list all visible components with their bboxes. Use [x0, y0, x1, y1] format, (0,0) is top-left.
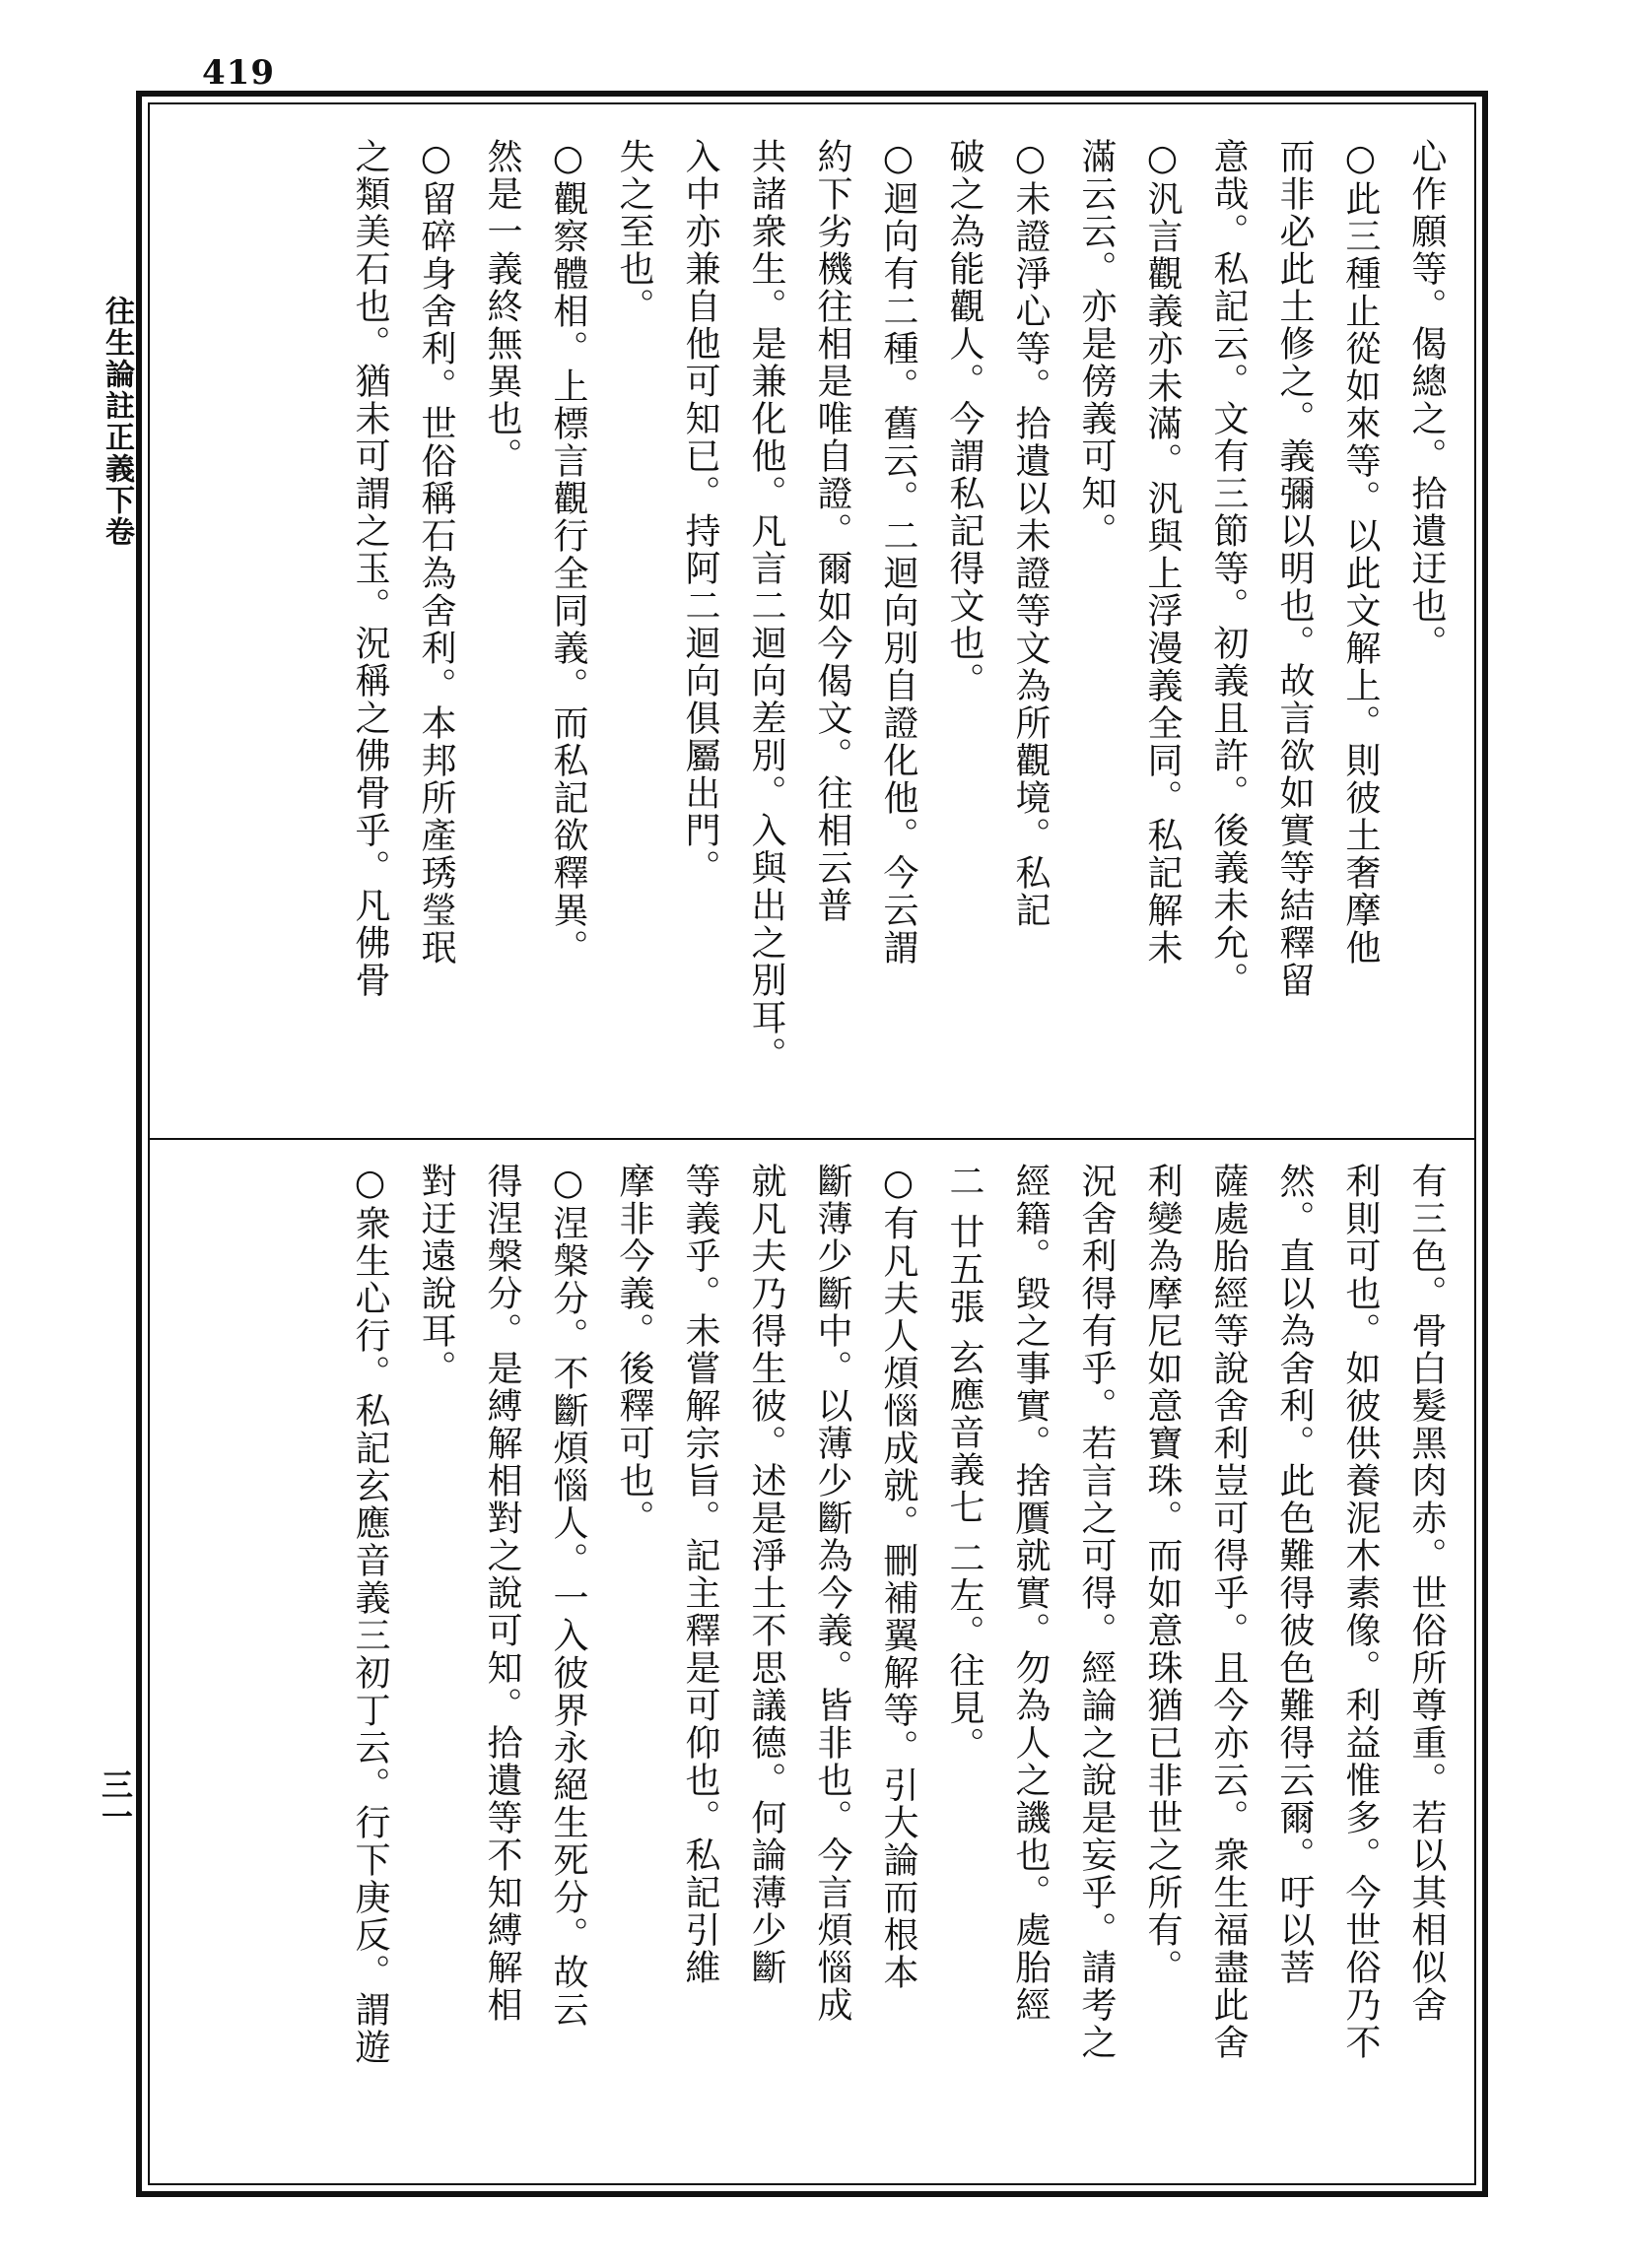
text-column: 有三色。骨白髮黑肉赤。世俗所尊重。若以其相似舍: [1406, 1163, 1447, 2024]
text-column: 而非必此土修之。義彌以明也。故言欲如實等結釋留: [1274, 138, 1315, 999]
text-column: ○涅槃分。不斷煩惱人。一入彼界永絕生死分。故云: [548, 1163, 588, 2029]
upper-text-block: [337, 138, 1459, 1123]
text-column: 入中亦兼自他可知已。持阿二迴向俱屬出門。: [680, 138, 720, 887]
text-column: 然。直以為舍利。此色難得彼色難得云爾。吁以菩: [1274, 1163, 1315, 1986]
text-column: 心作願等。偈總之。拾遺迂也。: [1406, 138, 1447, 662]
running-head: 往生論註正義下卷: [100, 296, 134, 548]
text-column: 就凡夫乃得生彼。述是淨土不思議德。何論薄少斷: [746, 1163, 786, 1986]
text-column: 失之至也。: [614, 138, 654, 325]
text-column: ○未證淨心等。拾遺以未證等文為所觀境。私記: [1010, 138, 1051, 929]
text-column: 破之為能觀人。今謂私記得文也。: [944, 138, 984, 700]
lower-text-block: [337, 1163, 1459, 2168]
text-column: 經籍。毀之事實。捨贋就實。勿為人之譏也。處胎經: [1010, 1163, 1051, 2024]
text-column: 意哉。私記云。文有三節等。初義且許。後義未允。: [1208, 138, 1249, 999]
text-column: 薩處胎經等說舍利豈可得乎。且今亦云。衆生福盡此舍: [1208, 1163, 1249, 2061]
text-column: 利則可也。如彼供養泥木素像。利益惟多。今世俗乃不: [1340, 1163, 1381, 2061]
text-column: ○此三種止從如來等。以此文解上。則彼土奢摩他: [1340, 138, 1381, 967]
text-column: ○汎言觀義亦未滿。汎與上浮漫義全同。私記解未: [1142, 138, 1183, 967]
text-column: 摩非今義。後釋可也。: [614, 1163, 654, 1537]
text-column: 滿云云。亦是傍義可知。: [1076, 138, 1117, 550]
text-column: 等義乎。未嘗解宗旨。記主釋是可仰也。私記引維: [680, 1163, 720, 1986]
text-column: 得涅槃分。是縛解相對之說可知。拾遺等不知縛解相: [482, 1163, 522, 2024]
page-number: 419: [202, 53, 275, 93]
text-column: 斷薄少斷中。以薄少斷為今義。皆非也。今言煩惱成: [812, 1163, 852, 2024]
text-column: ○留碎身舍利。世俗稱石為舍利。本邦所產琇瑩珉: [416, 138, 456, 967]
text-column: 共諸衆生。是兼化他。凡言二迴向差別。入與出之別耳。: [746, 138, 786, 1074]
text-column: 之類美石也。猶未可謂之玉。況稱之佛骨乎。凡佛骨: [350, 138, 390, 999]
section-divider: [148, 1138, 1476, 1140]
folio-number: 三一: [97, 1768, 134, 1832]
text-column: 二 廿五張 玄應音義七 二左。往見。: [944, 1163, 984, 1765]
text-column: 利變為摩尼如意寶珠。而如意珠猶已非世之所有。: [1142, 1163, 1183, 1986]
text-column: ○有凡夫人煩惱成就。刪補翼解等。引大論而根本: [878, 1163, 918, 1991]
text-column: 約下劣機往相是唯自證。爾如今偈文。往相云普: [812, 138, 852, 924]
text-column: ○衆生心行。私記玄應音義三初丁云。行下庚反。謂遊: [350, 1163, 390, 2066]
text-column: 對迂遠說耳。: [416, 1163, 456, 1387]
text-column: ○迴向有二種。舊云。二迴向別自證化他。今云謂: [878, 138, 918, 967]
text-column: 然是一義終無異也。: [482, 138, 522, 475]
text-column: ○觀察體相。上標言觀行全同義。而私記欲釋異。: [548, 138, 588, 967]
text-column: 況舍利得有乎。若言之可得。經論之說是妄乎。請考之: [1076, 1163, 1117, 2061]
